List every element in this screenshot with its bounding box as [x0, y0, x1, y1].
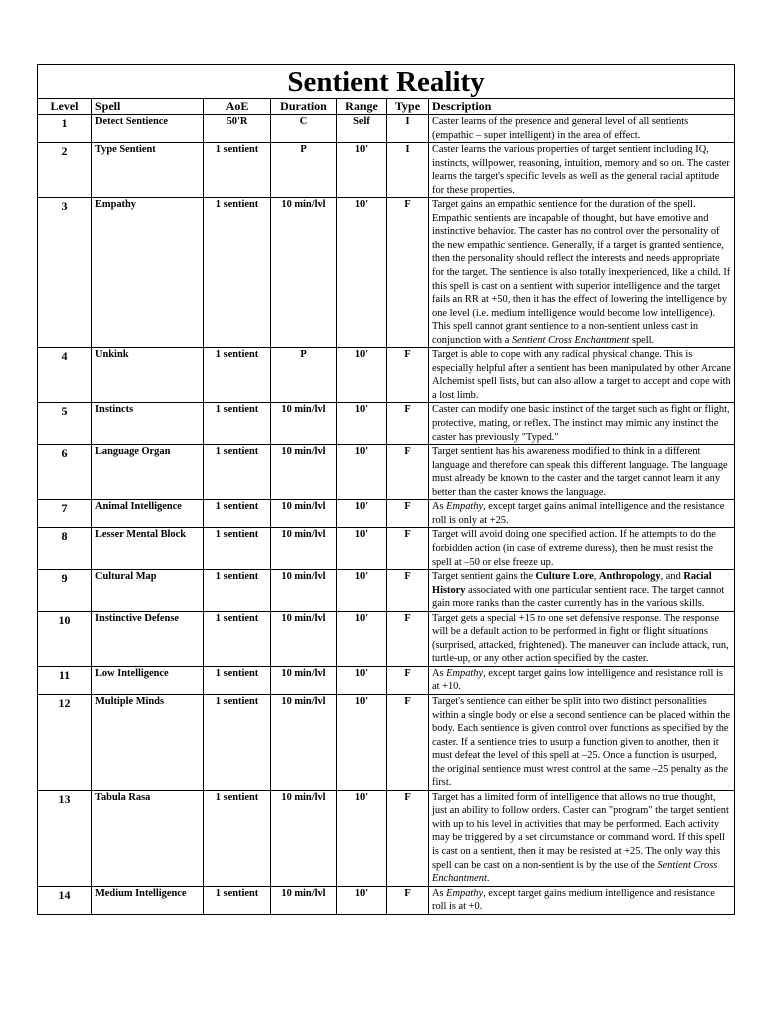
table-row — [38, 694, 735, 790]
spell-type: F — [387, 666, 429, 694]
header-type: Type — [387, 99, 429, 115]
spell-type: F — [387, 570, 429, 612]
description-text: Anthropology — [598, 571, 661, 583]
spell-description — [429, 115, 735, 143]
spell-level: 6 — [38, 445, 92, 500]
description-text: . — [486, 873, 490, 885]
table-header-row — [38, 99, 735, 115]
spell-range: 10' — [337, 348, 387, 403]
spell-name: Instinctive Defense — [92, 611, 204, 666]
spell-level: 7 — [38, 500, 92, 528]
spell-level: 8 — [38, 528, 92, 570]
spell-aoe: 1 sentient — [204, 143, 271, 198]
table-row — [38, 611, 735, 666]
spell-level: 13 — [38, 790, 92, 886]
description-text: associated with one particular sentient race. The target cannot gain more ranks than the caster currently has in the various skills. — [432, 584, 725, 610]
spell-aoe: 1 sentient — [204, 348, 271, 403]
spell-rows — [38, 115, 735, 915]
spell-description — [429, 500, 735, 528]
spell-aoe: 1 sentient — [204, 886, 271, 914]
spell-type: F — [387, 790, 429, 886]
page-title: Sentient Reality — [38, 65, 735, 99]
spell-name: Lesser Mental Block — [92, 528, 204, 570]
spell-name: Detect Sentience — [92, 115, 204, 143]
header-aoe: AoE — [204, 99, 271, 115]
spell-level: 5 — [38, 403, 92, 445]
spell-description — [429, 886, 735, 914]
spell-range: 10' — [337, 528, 387, 570]
spell-aoe: 1 sentient — [204, 528, 271, 570]
description-text: Target has a limited form of intelligence that allows no true thought, just an ability to follow orders. Caster can "program" the target sentient with up to his level in activities that may be performed. Each activity may be triggered by a set circumstance or command word. If this spell is cast on a sentient, then it may be resisted at +25. The only way this spell can be cast on a non-sentient is by the use of the — [432, 791, 729, 871]
spell-aoe: 1 sentient — [204, 694, 271, 790]
spell-aoe: 50'R — [204, 115, 271, 143]
spell-type: I — [387, 143, 429, 198]
spell-description — [429, 403, 735, 445]
spell-list-table — [37, 64, 735, 915]
description-text: spell. — [629, 334, 655, 346]
spell-range: 10' — [337, 445, 387, 500]
description-text: Caster learns of the presence and general level of all sentients (empathic – super intelligent) in the area of effect. — [432, 116, 689, 141]
spell-duration: 10 min/lvl — [271, 198, 337, 348]
spell-duration: 10 min/lvl — [271, 445, 337, 500]
spell-level: 10 — [38, 611, 92, 666]
table-row — [38, 528, 735, 570]
spell-duration: C — [271, 115, 337, 143]
spell-name: Language Organ — [92, 445, 204, 500]
table-row — [38, 886, 735, 914]
spell-level: 12 — [38, 694, 92, 790]
spell-name: Unkink — [92, 348, 204, 403]
table-row — [38, 790, 735, 886]
header-duration: Duration — [271, 99, 337, 115]
spell-aoe: 1 sentient — [204, 445, 271, 500]
description-text: Empathy — [446, 667, 484, 679]
description-text: Sentient Cross Enchantment — [511, 334, 630, 346]
description-text: Target will avoid doing one specified action. If he attempts to do the forbidden action (in case of extreme duress), then he must resist the spell at –50 or else freeze up. — [432, 529, 716, 568]
description-text: , except target gains animal intelligence and the resistance roll is only at +25. — [432, 501, 725, 526]
table-row — [38, 115, 735, 143]
spell-duration: 10 min/lvl — [271, 500, 337, 528]
spell-name: Instincts — [92, 403, 204, 445]
spell-name: Multiple Minds — [92, 694, 204, 790]
spell-aoe: 1 sentient — [204, 790, 271, 886]
spell-range: 10' — [337, 143, 387, 198]
spell-description — [429, 528, 735, 570]
description-text: Target sentient gains the — [432, 571, 536, 583]
description-text: Sentient Cross Enchantment — [432, 859, 718, 885]
spell-name: Animal Intelligence — [92, 500, 204, 528]
description-text: Caster can modify one basic instinct of the target such as fight or flight, protective, mating, or reflex. The instinct may mimic any instinct the caster has previously "Typed." — [432, 404, 730, 443]
spell-type: F — [387, 348, 429, 403]
spell-duration: 10 min/lvl — [271, 528, 337, 570]
spell-name: Cultural Map — [92, 570, 204, 612]
spell-duration: P — [271, 348, 337, 403]
spell-description — [429, 666, 735, 694]
spell-type: F — [387, 445, 429, 500]
description-text: As — [432, 887, 447, 899]
spell-duration: 10 min/lvl — [271, 611, 337, 666]
spell-aoe: 1 sentient — [204, 666, 271, 694]
spell-name: Medium Intelligence — [92, 886, 204, 914]
spell-level: 9 — [38, 570, 92, 612]
spell-type: F — [387, 528, 429, 570]
table-row — [38, 570, 735, 612]
description-text: As — [432, 667, 447, 679]
spell-description — [429, 790, 735, 886]
description-text: , and — [660, 571, 684, 583]
description-text: , — [593, 571, 599, 583]
spell-aoe: 1 sentient — [204, 198, 271, 348]
description-text: Target's sentience can either be split into two distinct personalities within a single body or else a second sentience can be placed within the body. Each sentience is given control over functions as specified by the caster. If a sentience tries to usurp a function given to another, then it must defeat the level of this spell at –25. Once a function is usurped, the original sentience must wrest control at the same –25 penalty as the first. — [432, 695, 731, 789]
spell-range: 10' — [337, 666, 387, 694]
spell-description — [429, 445, 735, 500]
spell-type: F — [387, 500, 429, 528]
description-text: Target sentient has his awareness modified to think in a different language and therefore can speak this different language. The language must already be known to the caster and the target cannot learn it any better than the caster knows the language. — [432, 446, 728, 498]
spell-aoe: 1 sentient — [204, 403, 271, 445]
table-row — [38, 500, 735, 528]
spell-description — [429, 198, 735, 348]
spell-name: Low Intelligence — [92, 666, 204, 694]
spell-description — [429, 348, 735, 403]
spell-duration: 10 min/lvl — [271, 790, 337, 886]
spell-type: F — [387, 403, 429, 445]
spell-range: 10' — [337, 694, 387, 790]
header-description: Description — [429, 99, 735, 115]
header-range: Range — [337, 99, 387, 115]
spell-duration: 10 min/lvl — [271, 403, 337, 445]
spell-type: F — [387, 611, 429, 666]
description-text: Empathy — [446, 501, 484, 513]
spell-duration: 10 min/lvl — [271, 666, 337, 694]
table-row — [38, 348, 735, 403]
description-text: Target is able to cope with any radical physical change. This is especially helpful after a sentient has been manipulated by other Arcane Alchemist spell lists, but can also allow a target to accept and cope with a lost limb. — [432, 349, 731, 401]
description-text: Empathy — [446, 887, 484, 899]
spell-level: 2 — [38, 143, 92, 198]
spell-range: 10' — [337, 500, 387, 528]
spell-range: Self — [337, 115, 387, 143]
spell-level: 3 — [38, 198, 92, 348]
spell-duration: 10 min/lvl — [271, 886, 337, 914]
spell-level: 14 — [38, 886, 92, 914]
table-row — [38, 143, 735, 198]
spell-level: 1 — [38, 115, 92, 143]
description-text: Target gets a special +15 to one set defensive response. The response will be a default action to be performed in fight or flight situations (surprised, attacked, frightened). The maneuver can include attack, run, turtle-up, or any other action specified by the caster. — [432, 612, 729, 665]
spell-duration: P — [271, 143, 337, 198]
spell-description — [429, 694, 735, 790]
description-text: Culture Lore — [535, 571, 594, 583]
description-text: As — [432, 501, 447, 513]
spell-level: 4 — [38, 348, 92, 403]
table-row — [38, 198, 735, 348]
spell-name: Tabula Rasa — [92, 790, 204, 886]
spell-type: F — [387, 198, 429, 348]
description-text: , except target gains low intelligence and resistance roll is at +10. — [432, 667, 723, 693]
header-level: Level — [38, 99, 92, 115]
spell-range: 10' — [337, 403, 387, 445]
spell-aoe: 1 sentient — [204, 500, 271, 528]
spell-type: F — [387, 886, 429, 914]
spell-description — [429, 143, 735, 198]
spell-name: Type Sentient — [92, 143, 204, 198]
header-spell: Spell — [92, 99, 204, 115]
description-text: Caster learns the various properties of target sentient including IQ, instincts, willpower, reasoning, intuition, memory and so on. The caster learns the target's specific levels as well as the general racial aptitude for these properties. — [432, 144, 730, 196]
table-row — [38, 666, 735, 694]
spell-description — [429, 611, 735, 666]
spell-aoe: 1 sentient — [204, 611, 271, 666]
spell-level: 11 — [38, 666, 92, 694]
description-text: Racial History — [432, 571, 712, 596]
spell-aoe: 1 sentient — [204, 570, 271, 612]
spell-range: 10' — [337, 198, 387, 348]
spell-range: 10' — [337, 611, 387, 666]
spell-duration: 10 min/lvl — [271, 694, 337, 790]
spell-type: I — [387, 115, 429, 143]
spell-name: Empathy — [92, 198, 204, 348]
spell-description — [429, 570, 735, 612]
spell-range: 10' — [337, 790, 387, 886]
spell-range: 10' — [337, 886, 387, 914]
description-text: , except target gains medium intelligence and resistance roll is at +0. — [432, 887, 715, 913]
spell-type: F — [387, 694, 429, 790]
spell-duration: 10 min/lvl — [271, 570, 337, 612]
table-row — [38, 445, 735, 500]
spell-range: 10' — [337, 570, 387, 612]
description-text: Target gains an empathic sentience for the duration of the spell. Empathic sentients are incapable of thought, but have emotive and instinctive behavior. The caster has no control over the personality of the new empathic sentience. Generally, if a target is granted sentience, then the personality should reflect the interests and needs appropriate for the target. The sentience is also totally inexperienced, like a child. If this spell is cast on a sentient with superior intelligence and the target fails an RR at +50, then it has the effect of lowering the intelligence by one level (i.e. medium intelligence would become low intelligence). This spell cannot grant sentience to a non-sentient unless cast in conjunction with a — [432, 199, 731, 346]
table-row — [38, 403, 735, 445]
